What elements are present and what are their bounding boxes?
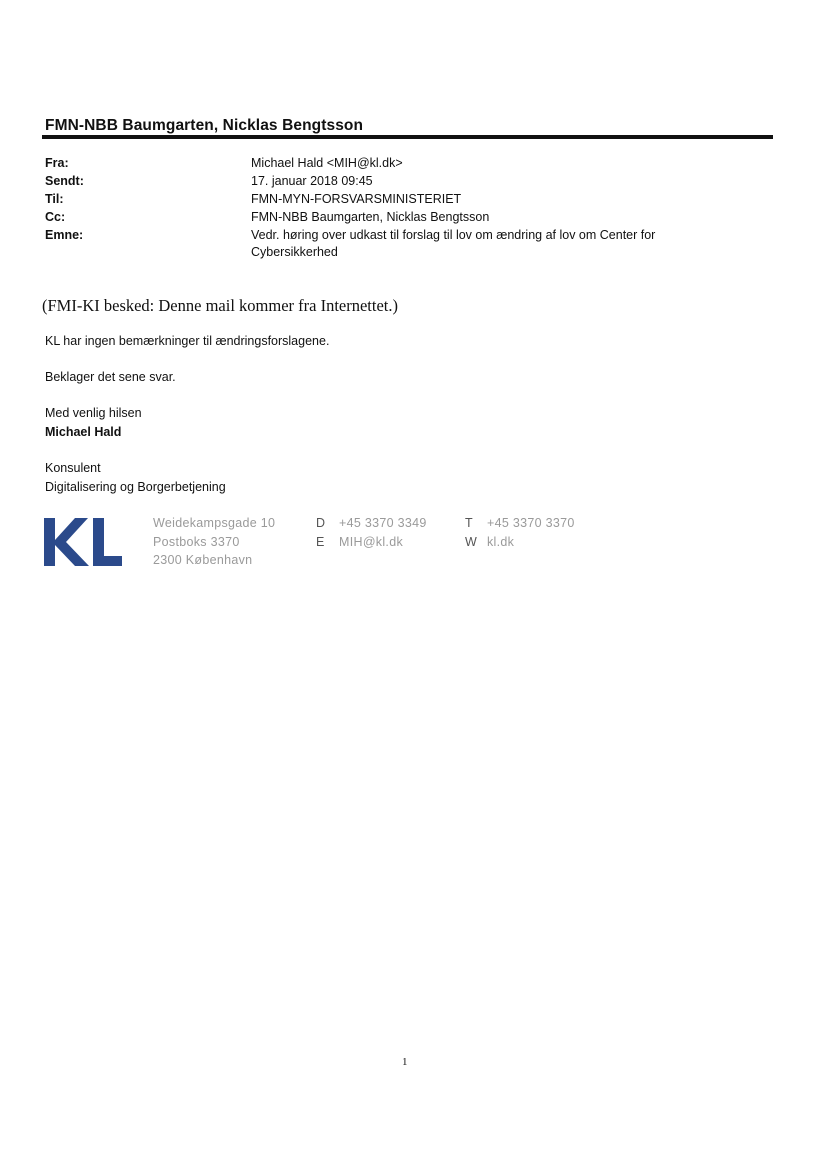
contact-keys-left [316, 514, 325, 551]
sent-value: 17. januar 2018 09:45 [251, 174, 373, 188]
cc-value: FMN-NBB Baumgarten, Nicklas Bengtsson [251, 210, 490, 224]
to-value: FMN-MYN-FORSVARSMINISTERIET [251, 192, 462, 206]
to-label: Til: [45, 192, 64, 206]
from-value: Michael Hald <MIH@kl.dk> [251, 156, 403, 170]
contact-values-right [487, 514, 575, 551]
external-mail-notice: (FMI-KI besked: Denne mail kommer fra Internettet.) [42, 296, 398, 315]
kl-address [153, 514, 275, 570]
subject-value: Vedr. høring over udkast til forslag til lov om ændring af lov om Center for Cybersikkerhed [251, 228, 656, 259]
email-key: E [316, 534, 325, 549]
body-line-1: KL har ingen bemærkninger til ændringsforslagene. [45, 334, 330, 348]
signer-department: Digitalisering og Borgerbetjening [45, 480, 226, 494]
kl-logo [44, 518, 122, 566]
recipient-header: FMN-NBB Baumgarten, Nicklas Bengtsson [45, 117, 364, 134]
sent-label: Sendt: [45, 174, 84, 188]
header-divider [42, 135, 773, 139]
subject-label: Emne: [45, 228, 84, 242]
direct-key: D [316, 516, 326, 530]
web-key: W [465, 534, 477, 549]
page-number: 1 [402, 1056, 408, 1068]
signer-title: Konsulent [45, 461, 101, 475]
phone-key: T [465, 516, 473, 530]
address-city: 2300 København [153, 553, 253, 567]
contact-keys-right [465, 514, 477, 551]
direct-phone: +45 3370 3349 [339, 516, 427, 530]
contact-values-left [339, 514, 427, 551]
address-postbox: Postboks 3370 [153, 534, 240, 549]
body-line-2: Beklager det sene svar. [45, 370, 176, 384]
address-street: Weidekampsgade 10 [153, 516, 276, 530]
website: kl.dk [487, 534, 515, 549]
email-address: MIH@kl.dk [339, 534, 404, 549]
cc-label: Cc: [45, 210, 66, 224]
greeting: Med venlig hilsen [45, 406, 142, 420]
from-label: Fra: [45, 156, 69, 170]
main-phone: +45 3370 3370 [487, 516, 575, 530]
signer-name: Michael Hald [45, 425, 122, 439]
